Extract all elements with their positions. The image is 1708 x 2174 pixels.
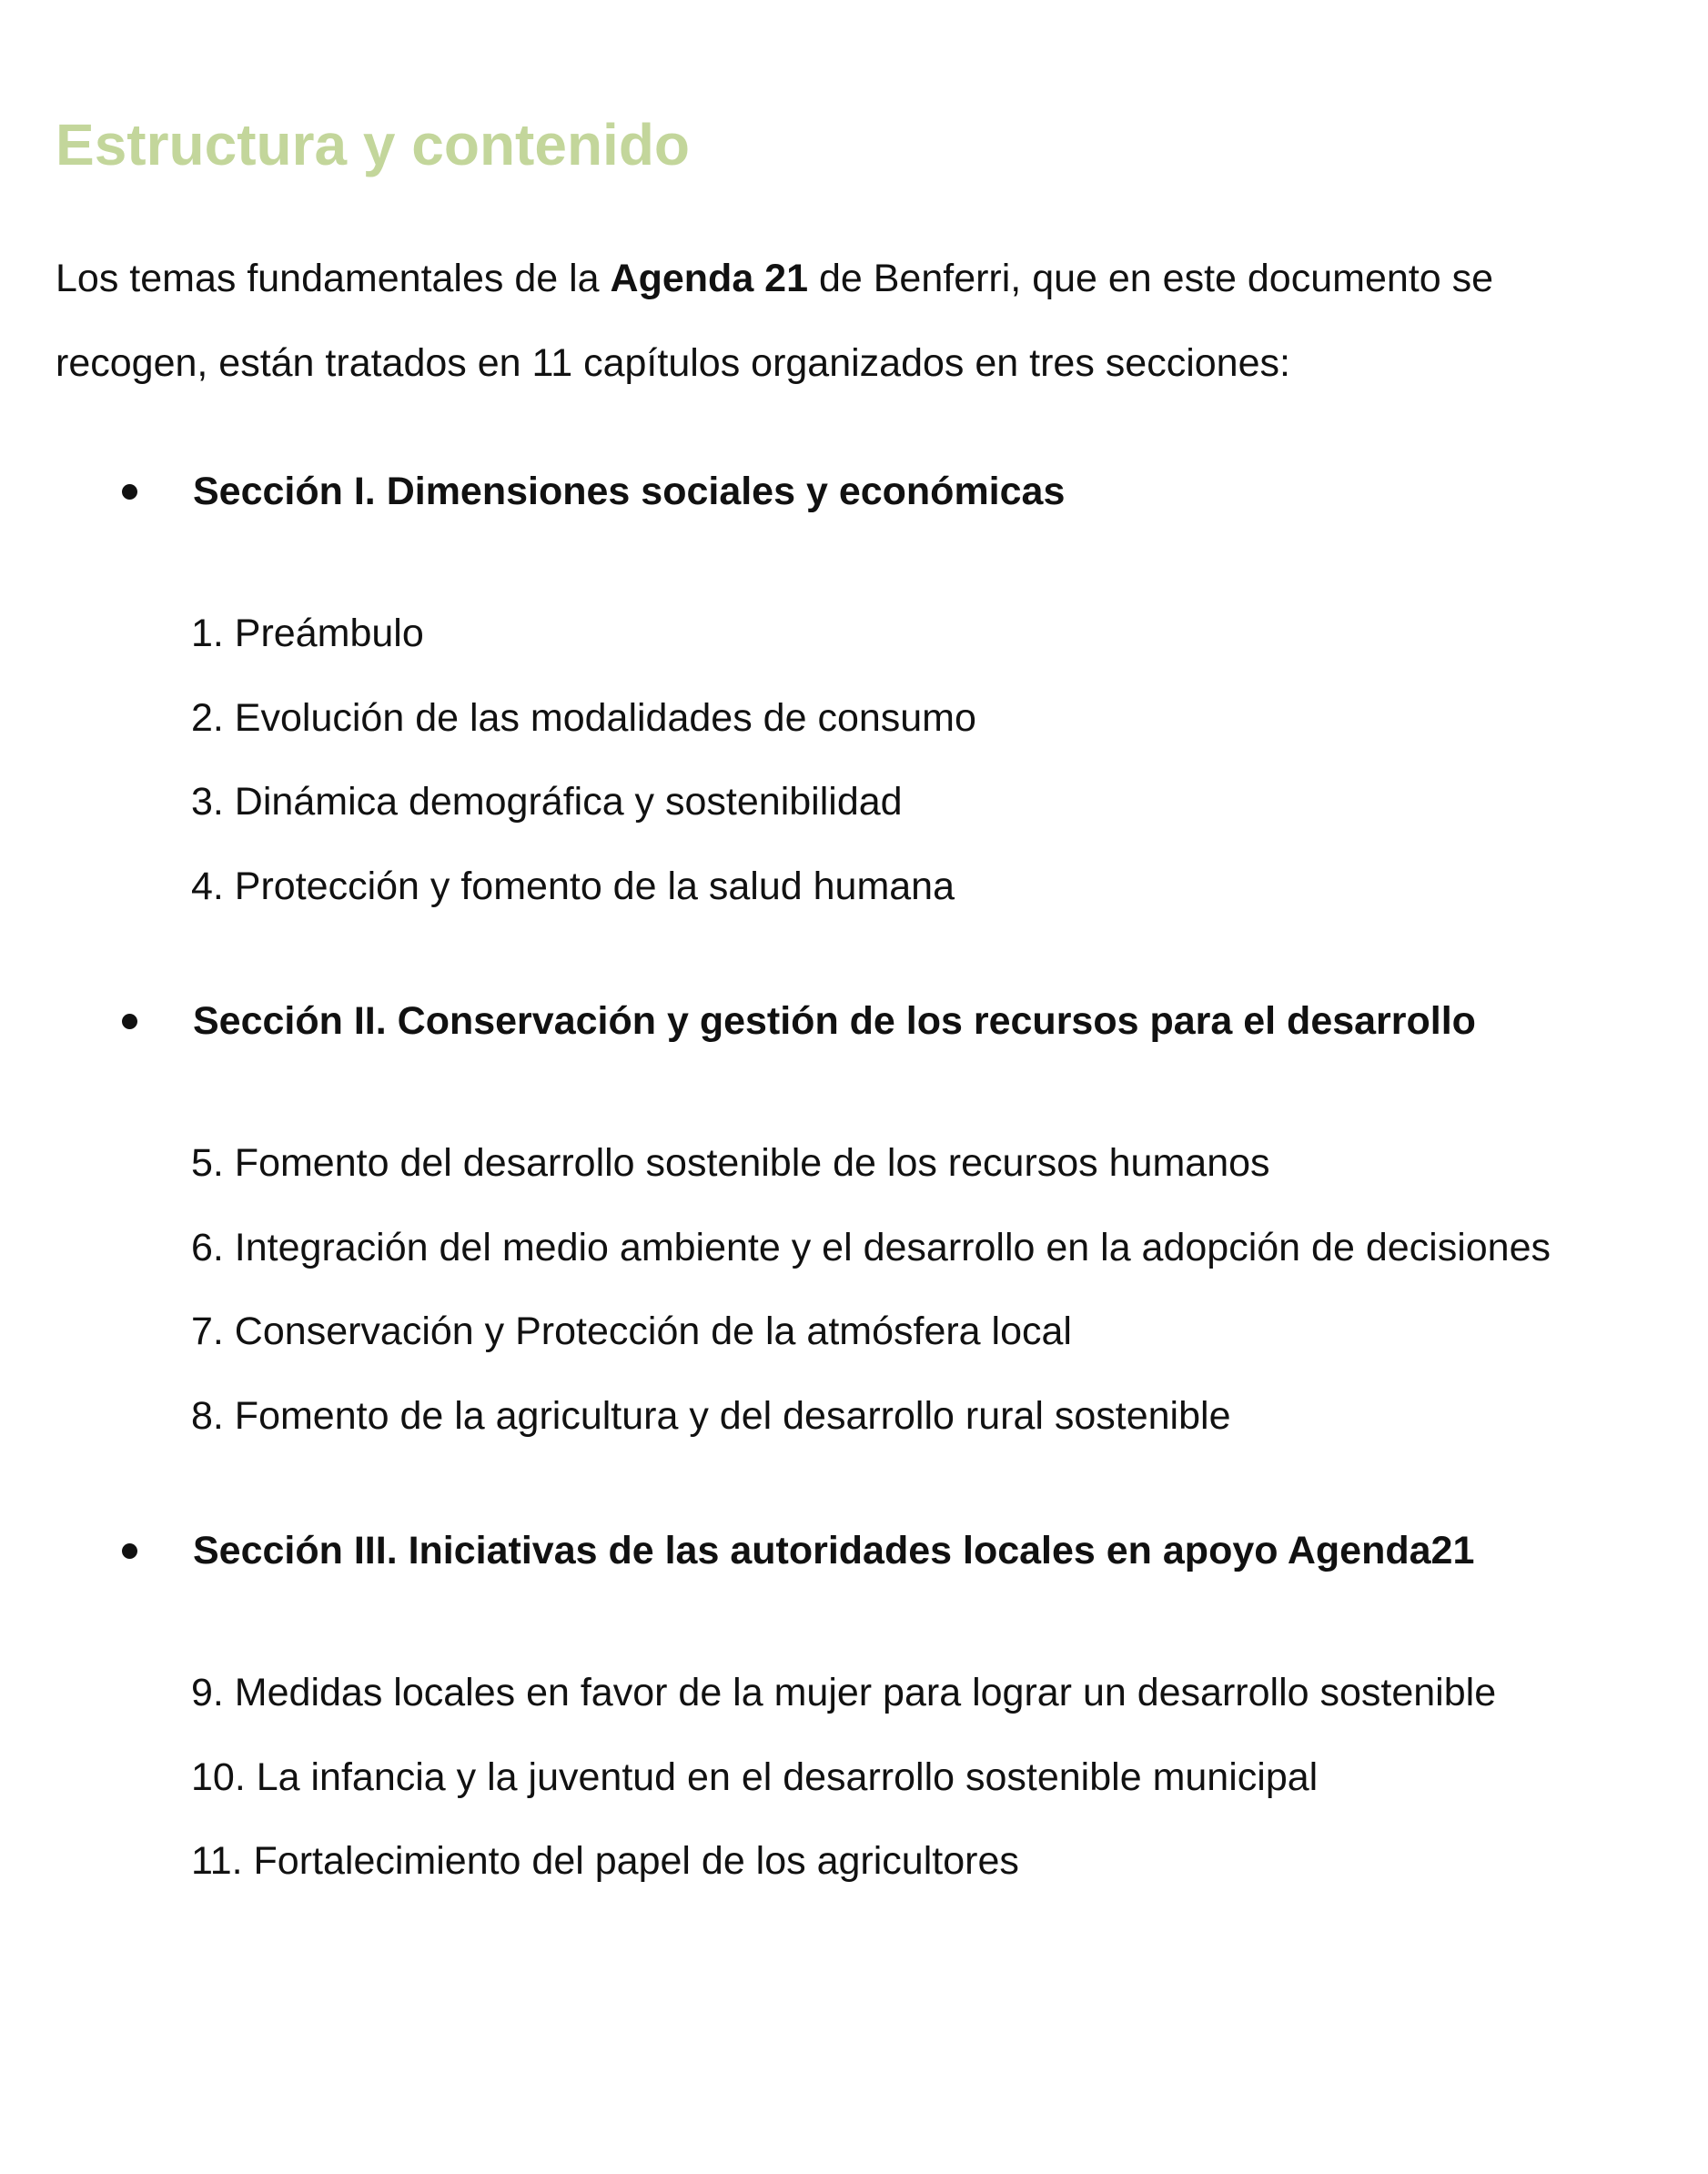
list-item: 8. Fomento de la agricultura y del desarrollo rural sostenible <box>191 1393 1231 1438</box>
section-1-heading <box>0 459 1708 531</box>
section-2-title: Sección II. Conservación y gestión de los recursos para el desarrollo <box>193 999 1476 1043</box>
intro-paragraph <box>56 237 1657 406</box>
list-item: 6. Integración del medio ambiente y el desarrollo en la adopción de decisiones <box>191 1225 1551 1269</box>
section-1-items <box>191 592 976 928</box>
list-item: 5. Fomento del desarrollo sostenible de los recursos humanos <box>191 1141 1270 1185</box>
intro-text-after: de Benferri, que en este documento se <box>808 257 1493 300</box>
list-item: 2. Evolución de las modalidades de consumo <box>191 695 976 740</box>
intro-line-2: recogen, están tratados en 11 capítulos organizados en tres secciones: <box>56 341 1290 385</box>
section-3-heading <box>0 1518 1708 1591</box>
bullet-icon <box>122 1014 137 1029</box>
list-item: 7. Conservación y Protección de la atmósfera local <box>191 1309 1072 1353</box>
section-3-items <box>191 1651 1496 1904</box>
section-1-title: Sección I. Dimensiones sociales y económicas <box>193 470 1066 513</box>
section-2-heading <box>0 988 1708 1061</box>
bullet-icon <box>122 1543 137 1559</box>
page-title: Estructura y contenido <box>56 112 690 177</box>
intro-text-before: Los temas fundamentales de la <box>56 257 611 300</box>
list-item: 11. Fortalecimiento del papel de los agricultores <box>191 1839 1019 1883</box>
intro-line-1 <box>56 237 1657 321</box>
list-item: 3. Dinámica demográfica y sostenibilidad <box>191 780 903 824</box>
section-3-title: Sección III. Iniciativas de las autoridades locales en apoyo Agenda21 <box>193 1529 1475 1572</box>
list-item: 4. Protección y fomento de la salud humana <box>191 864 955 908</box>
intro-bold-agenda: Agenda 21 <box>610 257 809 300</box>
list-item: 1. Preámbulo <box>191 612 424 655</box>
section-2-items <box>191 1121 1551 1458</box>
list-item: 10. La infancia y la juventud en el desarrollo sostenible municipal <box>191 1754 1319 1799</box>
list-item: 9. Medidas locales en favor de la mujer para lograr un desarrollo sostenible <box>191 1671 1497 1714</box>
bullet-icon <box>122 484 137 500</box>
